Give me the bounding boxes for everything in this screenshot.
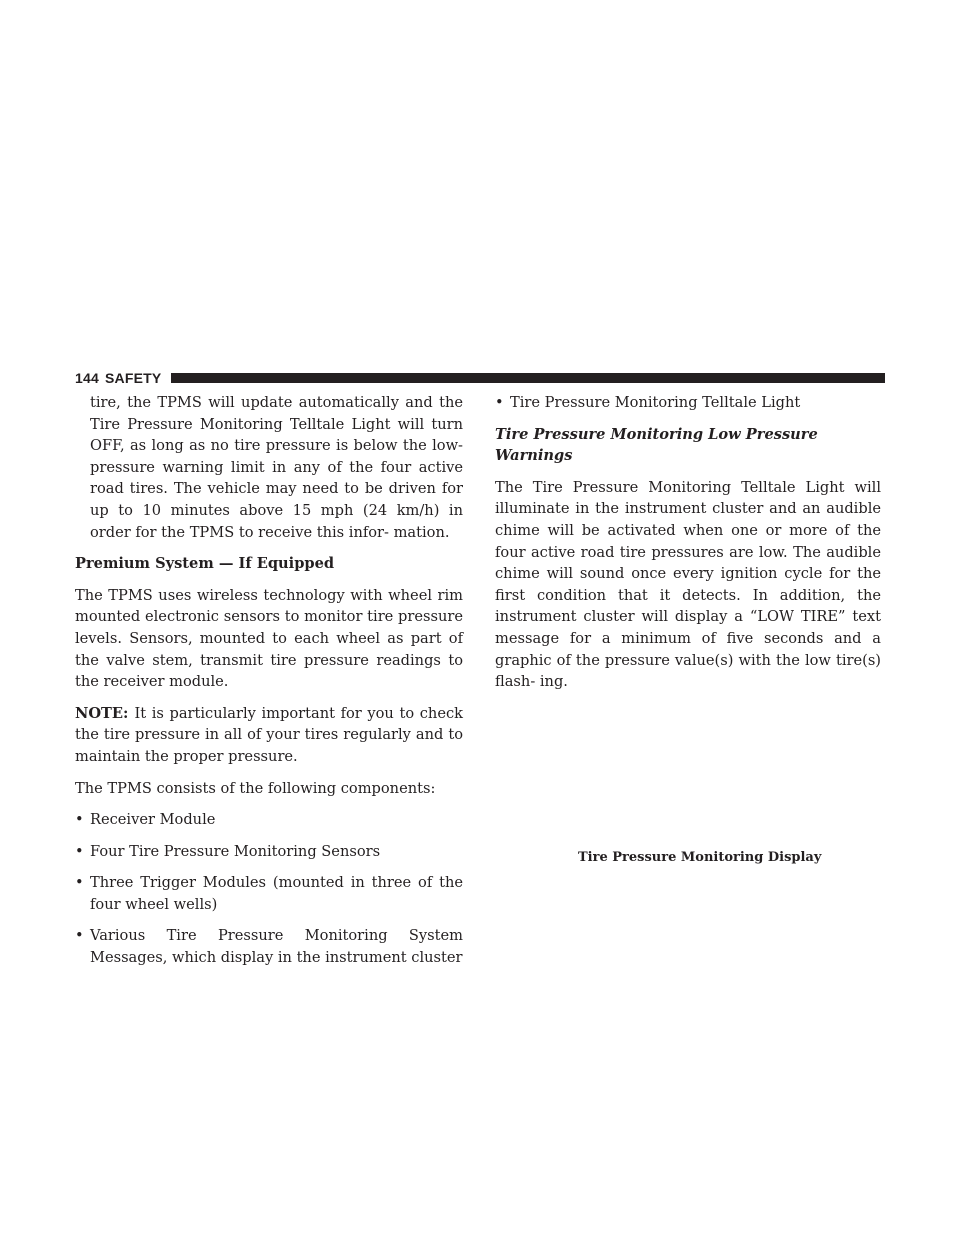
list-item: • Four Tire Pressure Monitoring Sensors	[75, 841, 463, 863]
note-label: NOTE:	[75, 704, 129, 722]
premium-system-heading: Premium System — If Equipped	[75, 555, 335, 573]
header-rule	[171, 373, 885, 383]
list-item: • Receiver Module	[75, 809, 463, 831]
components-list	[75, 809, 463, 969]
bullet-icon: •	[495, 394, 504, 411]
note-text: It is particularly important for you to check the tire pressure in all of your tires regularly and to maintain the proper pressure.	[75, 704, 463, 765]
low-pressure-warnings-paragraph: The Tire Pressure Monitoring Telltale Light will illuminate in the instrument cluster and an audible chime will be activated when one or more of the four active road tire pressures are low. The audible chime will sound once every ignition cycle for the first condition that it detects. In addition, the instrument cluster will display a “LOW TIRE” text message for a minimum of five seconds and a graphic of the pressure value(s) with the low tire(s) flash- ing.	[495, 478, 881, 691]
bullet-icon: •	[75, 811, 84, 829]
bullet-icon: •	[75, 874, 84, 892]
page-header	[75, 370, 885, 386]
figure-caption: Tire Pressure Monitoring Display	[578, 850, 822, 865]
bullet-icon: •	[75, 842, 84, 860]
components-list-continued	[495, 392, 881, 414]
page-number-section	[75, 370, 161, 386]
bullet-icon: •	[75, 927, 84, 945]
note-paragraph	[75, 703, 463, 768]
low-pressure-warnings-heading: Tire Pressure Monitoring Low Pressure Warnings	[495, 425, 818, 465]
list-item: • Various Tire Pressure Monitoring System Messages, which display in the instrument cluster	[75, 927, 463, 967]
left-column	[75, 392, 463, 979]
list-item: • Three Trigger Modules (mounted in three of the four wheel wells)	[75, 874, 463, 913]
components-intro: The TPMS consists of the following components:	[75, 779, 436, 797]
continuation-paragraph: tire, the TPMS will update automatically and the Tire Pressure Monitoring Telltale Light will turn OFF, as long as no tire pressure is below the low-pressure warning limit in any of the four active road tires. The vehicle may need to be driven for up to 10 minutes above 15 mph (24 km/h) in order for the TPMS to receive this infor- mation.	[90, 394, 463, 541]
right-column	[495, 392, 881, 703]
list-item: • Tire Pressure Monitoring Telltale Light	[495, 392, 881, 414]
premium-system-paragraph: The TPMS uses wireless technology with wheel rim mounted electronic sensors to monitor tire pressure levels. Sensors, mounted to each wheel as part of the valve stem, transmit tire pressure readings to the receiver module.	[75, 586, 463, 691]
page-number: 144	[75, 370, 99, 386]
section-title: SAFETY	[104, 370, 162, 386]
